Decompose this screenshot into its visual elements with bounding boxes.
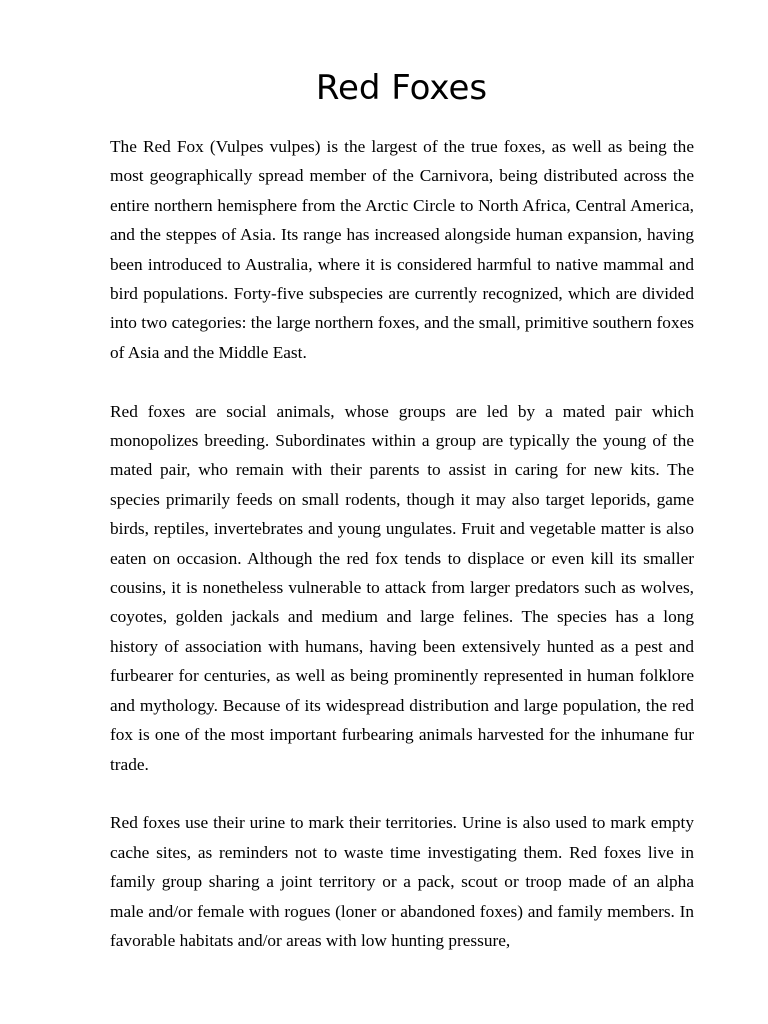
paragraph-2: Red foxes are social animals, whose groups are led by a mated pair which monopolizes breeding. Subordinates within a group are typically the young of the mated pair, who remain with their parents to assist in caring for new kits. The species primarily feeds on small rodents, though it may also target leporids, game birds, reptiles, invertebrates and young ungulates. Fruit and vegetable matter is also eaten on occasion. Although the red fox tends to displace or even kill its smaller cousins, it is nonetheless vulnerable to attack from larger predators such as wolves, coyotes, golden jackals and medium and large felines. The species has a long history of association with humans, having been extensively hunted as a pest and furbearer for centuries, as well as being prominently represented in human folklore and mythology. Because of its widespread distribution and large population, the red fox is one of the most important furbearing animals harvested for the inhumane fur trade. — [110, 401, 694, 774]
document-body — [110, 132, 694, 985]
paragraph-3: Red foxes use their urine to mark their territories. Urine is also used to mark empty cache sites, as reminders not to waste time investigating them. Red foxes live in family group sharing a joint territory or a pack, scout or troop made of an alpha male and/or female with rogues (loner or abandoned foxes) and family members. In favorable habitats and/or areas with low hunting pressure, — [110, 813, 694, 950]
paragraph-1: The Red Fox (Vulpes vulpes) is the largest of the true foxes, as well as being the most geographically spread member of the Carnivora, being distributed across the entire northern hemisphere from the Arctic Circle to North Africa, Central America, and the steppes of Asia. Its range has increased alongside human expansion, having been introduced to Australia, where it is considered harmful to native mammal and bird populations. Forty-five subspecies are currently recognized, which are divided into two categories: the large northern foxes, and the small, primitive southern foxes of Asia and the Middle East. — [110, 137, 694, 362]
page-title: Red Foxes — [315, 68, 488, 108]
